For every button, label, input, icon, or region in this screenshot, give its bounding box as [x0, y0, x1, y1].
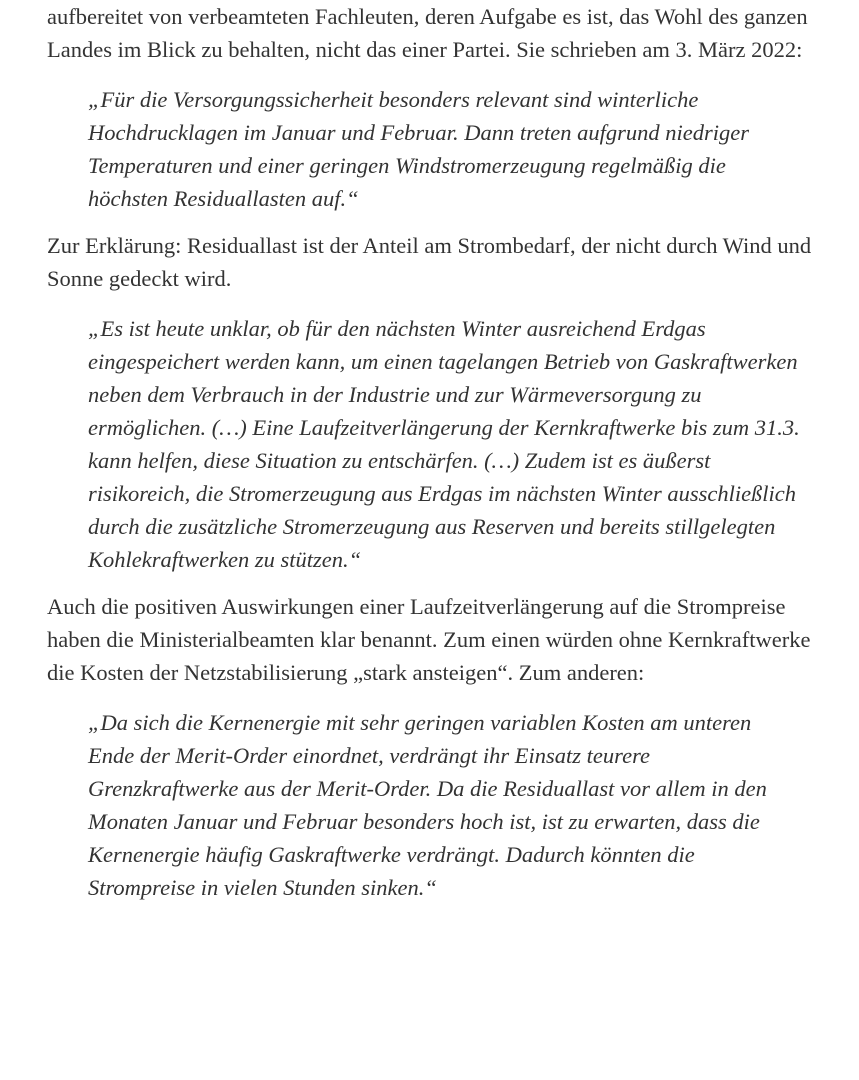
blockquote	[47, 706, 803, 904]
article-body	[47, 0, 817, 904]
quote-text: „Es ist heute unklar, ob für den nächsten Winter ausreichend Erdgas eingespeichert werden kann, um einen tagelangen Betrieb von Gaskraftwerken neben dem Verbrauch in der Industrie und zur Wärmeversorgung zu ermöglichen. (…) Eine Laufzeitverlängerung der Kernkraftwerke bis zum 31.3. kann helfen, diese Situation zu entschärfen. (…) Zudem ist es äußerst risikoreich, die Stromerzeugung aus Erdgas im nächsten Winter ausschließlich durch die zusätzliche Stromerzeugung aus Reserven und bereits stillgelegten Kohlekraftwerken zu stützen.“	[88, 316, 800, 572]
article-paragraph: Auch die positiven Auswirkungen einer Laufzeitverlängerung auf die Strompreise haben die Ministerialbeamten klar benannt. Zum einen würden ohne Kernkraftwerke die Kosten der Netzstabilisierung „stark ansteigen“. Zum anderen:	[47, 594, 811, 685]
article-paragraph: Zur Erklärung: Residuallast ist der Anteil am Strombedarf, der nicht durch Wind und Sonne gedeckt wird.	[47, 233, 812, 291]
blockquote	[47, 83, 803, 215]
quote-text: „Da sich die Kernenergie mit sehr geringen variablen Kosten am unteren Ende der Merit-Order einordnet, verdrängt ihr Einsatz teurere Grenzkraftwerke aus der Merit-Order. Da die Residuallast vor allem in den Monaten Januar und Februar besonders hoch ist, ist zu erwarten, dass die Kernenergie häufig Gaskraftwerke verdrängt. Dadurch könnten die Strompreise in vielen Stunden sinken.“	[88, 710, 767, 900]
quote-text: „Für die Versorgungssicherheit besonders relevant sind winterliche Hochdrucklagen im Januar und Februar. Dann treten aufgrund niedriger Temperaturen und einer geringen Windstromerzeugung regelmäßig die höchsten Residuallasten auf.“	[88, 87, 749, 211]
article-paragraph: aufbereitet von verbeamteten Fachleuten, deren Aufgabe es ist, das Wohl des ganzen Landes im Blick zu behalten, nicht das einer Partei. Sie schrieben am 3. März 2022:	[47, 4, 808, 62]
blockquote	[47, 312, 803, 576]
